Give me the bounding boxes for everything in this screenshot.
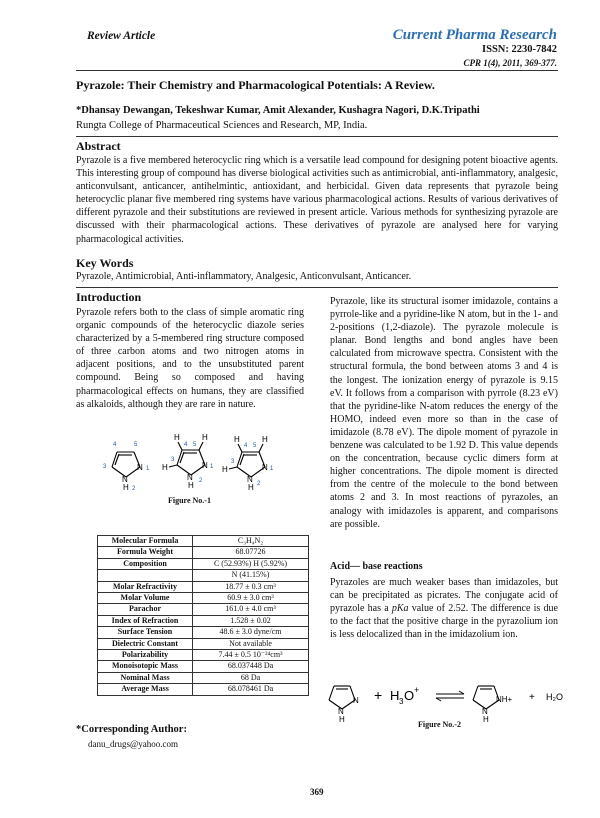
plus-sign: + (374, 687, 383, 703)
atom-h: H (234, 435, 240, 444)
property-label: Molar Refractivity (98, 581, 193, 592)
property-label: Index of Refraction (98, 615, 193, 626)
property-label: Formula Weight (98, 547, 193, 558)
atom-h: H (483, 715, 489, 722)
property-label: Monoisotopic Mass (98, 661, 193, 672)
journal-name: Current Pharma Research (392, 27, 557, 43)
plus-sign: + (529, 692, 535, 703)
introduction-heading: Introduction (76, 290, 142, 304)
table-row (98, 547, 309, 558)
pka-term: pKa (391, 603, 409, 615)
pyrazole-reactant (329, 686, 355, 709)
table-row (98, 672, 309, 683)
property-value: C (52.93%) H (5.92%) (193, 558, 309, 569)
atom-n: N (202, 461, 208, 470)
table-row (98, 570, 309, 581)
property-value: 68.037448 Da (193, 661, 309, 672)
hydronium-charge: + (414, 685, 420, 695)
ring-number: 4 (244, 443, 248, 449)
ring-number: 4 (184, 442, 188, 448)
journal-issn: ISSN: 2230-7842 (482, 44, 557, 55)
property-value: 68.078461 Da (193, 684, 309, 695)
property-label: Parachor (98, 604, 193, 615)
table-row (98, 558, 309, 569)
paper-title: Pyrazole: Their Chemistry and Pharmacological Potentials: A Review. (76, 78, 435, 92)
ring-number: 2 (257, 481, 261, 487)
ring-number: 5 (134, 442, 138, 448)
atom-n: N (122, 475, 128, 484)
right-column-paragraph-1: Pyrazole, like its structural isomer imidazole, contains a pyrrole-like and a pyridine-like N atom, but in the 1- and 2-positions (1,2-diazole). The pyrazole molecule is planar. Bond lengths and bond angles have been calculated from microwave spectra. Consistent with the structural formula, the bond between atoms 3 and 4 is the longest. The ionization energy of pyrazole is 9.15 eV. It follows from a comparison with pyrrole (8.23 eV) that the pyridine-like N-atom reduces the energy of the HOMO, indeed even more so than in the case of imidazole (8.78 eV). The dipole moment of pyrazole in benzene was calculated to be 1.92 D. This value depends on the concentration, because cyclic dimers form at higher concentrations. The dipole moment is directed from the centre of the molecule to the bond between atoms 2 and 3. In most reactions of pyrazoles, an analogy with imidazoles is apparent, and comparisons are possible. (330, 296, 558, 530)
author-list: *Dhansay Dewangan, Tekeshwar Kumar, Amit Alexander, Kushagra Nagori, D.K.Tripathi (76, 105, 480, 116)
atom-h: H (123, 483, 129, 492)
property-value: 60.9 ± 3.0 cm³ (193, 593, 309, 604)
right-column-paragraph-2: Pyrazoles are much weaker bases than imidazoles, but can be precipitated as picrates. The conjugate acid of pyrazole has a pKa value of 2.52. The difference is due to the fact that the positive charge in the pyrazolium ion is less delocalized than in the imidazolium ion. (330, 577, 558, 641)
ring-number: 1 (210, 464, 214, 470)
hydronium-h: H (390, 688, 400, 703)
property-value: 1.528 ± 0.02 (193, 615, 309, 626)
ring-number: 3 (231, 459, 235, 465)
property-value: 161.0 ± 4.0 cm³ (193, 604, 309, 615)
table-row (98, 593, 309, 604)
property-value: 68.07726 (193, 547, 309, 558)
ring-number: 5 (253, 443, 257, 449)
properties-table (97, 535, 309, 696)
atom-n: N (353, 696, 359, 705)
keywords-rule (76, 287, 558, 288)
journal-citation: CPR 1(4), 2011, 369-377. (463, 58, 557, 68)
atom-n: N (137, 463, 143, 472)
introduction-text: Pyrazole refers both to the class of simple aromatic ring organic compounds of the heterocyclic diazole series characterized by a 5-membered ring structure composed of three carbon atoms and two nitrogen atoms in adjacent positions, and to the unsubstituted parent compound. Being so composed and having pharmacological effects on humans, they are classified as alkaloids, although they are rare in nature. (76, 307, 304, 410)
table-row (98, 536, 309, 547)
ring-number: 1 (270, 466, 274, 472)
property-label: Molar Volume (98, 593, 193, 604)
hydronium-o: O (404, 688, 415, 703)
property-value: N (41.15%) (193, 570, 309, 581)
ring-number: 3 (171, 457, 175, 463)
keywords-text: Pyrazole, Antimicrobial, Anti-inflammatory, Analgesic, Anticonvulsant, Anticancer. (76, 271, 412, 282)
atom-n: N (262, 463, 268, 472)
atom-h: H (188, 481, 194, 490)
property-value: 7.44 ± 0.5 10⁻²⁴cm³ (193, 650, 309, 661)
atom-h: H (222, 465, 228, 474)
table-row (98, 684, 309, 695)
property-label: Surface Tension (98, 627, 193, 638)
ring-number: 2 (199, 478, 203, 484)
figure-2-caption: Figure No.-2 (418, 720, 461, 729)
figure-1-caption: Figure No.-1 (168, 496, 211, 505)
atom-h: H (174, 433, 180, 442)
property-label: Composition (98, 558, 193, 569)
property-label: Molecular Formula (98, 536, 193, 547)
affiliation: Rungta College of Pharmaceutical Sciences and Research, MP, India. (76, 120, 368, 131)
ring-number: 3 (103, 464, 107, 470)
keywords-heading: Key Words (76, 256, 134, 270)
atom-h: H (202, 433, 208, 442)
atom-h: H (248, 483, 254, 492)
atom-nh-plus: NH+ (496, 695, 513, 704)
hydronium-subscript: 3 (399, 697, 404, 706)
property-value: 48.6 ± 3.0 dyne/cm (193, 627, 309, 638)
property-label: Polarizability (98, 650, 193, 661)
water: H₂O (546, 692, 563, 702)
figure-1-structures (100, 430, 290, 492)
figure-2-reaction (326, 676, 566, 722)
abstract-heading: Abstract (76, 139, 121, 153)
corresponding-author-heading: *Corresponding Author: (76, 724, 187, 735)
table-row (98, 627, 309, 638)
ring-number: 4 (113, 442, 117, 448)
atom-n: N (338, 707, 344, 716)
table-row (98, 661, 309, 672)
table-row (98, 615, 309, 626)
header-rule (76, 70, 558, 71)
pyrazole-structure-numbered (112, 452, 140, 477)
atom-n: N (482, 707, 488, 716)
property-label (98, 570, 193, 581)
property-label: Average Mass (98, 684, 193, 695)
atom-h: H (339, 715, 345, 722)
ring-number: 5 (193, 442, 197, 448)
atom-n: N (187, 473, 193, 482)
property-label: Nominal Mass (98, 672, 193, 683)
corresponding-email[interactable]: danu_drugs@yahoo.com (88, 739, 179, 749)
table-row (98, 581, 309, 592)
atom-h: H (162, 463, 168, 472)
property-value: Not available (193, 638, 309, 649)
affiliation-rule (76, 136, 558, 137)
table-row (98, 638, 309, 649)
article-type: Review Article (87, 30, 156, 42)
atom-n: N (247, 475, 253, 484)
acid-base-heading: Acid— base reactions (330, 561, 423, 572)
property-label: Dielectric Constant (98, 638, 193, 649)
abstract-text: Pyrazole is a five membered heterocyclic ring which is a versatile lead compound for designing potent bioactive agents. This interesting group of compound has diverse biological activities such as antimicrobial, anti-inflammatory, analgesic, anticonvulsant, anticancer, antihelmintic, antioxidant, and herbicidal. Given data represents that pyrazole being heterocyclic planar five membered ring systems have various pharmacological actions. Results of various derivatives of different pyrazole and their substitutions are reviewed in present article. Various methods for synthesizing pyrazole are discussed with their pharmacological actions. These derivatives of pyrazole are analysed here for varying pharmacological activities. (76, 155, 558, 245)
ring-number: 1 (146, 466, 150, 472)
property-value: 68 Da (193, 672, 309, 683)
equilibrium-arrow-icon (436, 691, 464, 701)
table-row (98, 650, 309, 661)
page-number: 369 (310, 787, 324, 797)
ring-number: 2 (132, 486, 136, 492)
property-value: C₃H₄N₂ (193, 536, 309, 547)
table-row (98, 604, 309, 615)
property-value: 18.77 ± 0.3 cm³ (193, 581, 309, 592)
atom-h: H (262, 435, 268, 444)
